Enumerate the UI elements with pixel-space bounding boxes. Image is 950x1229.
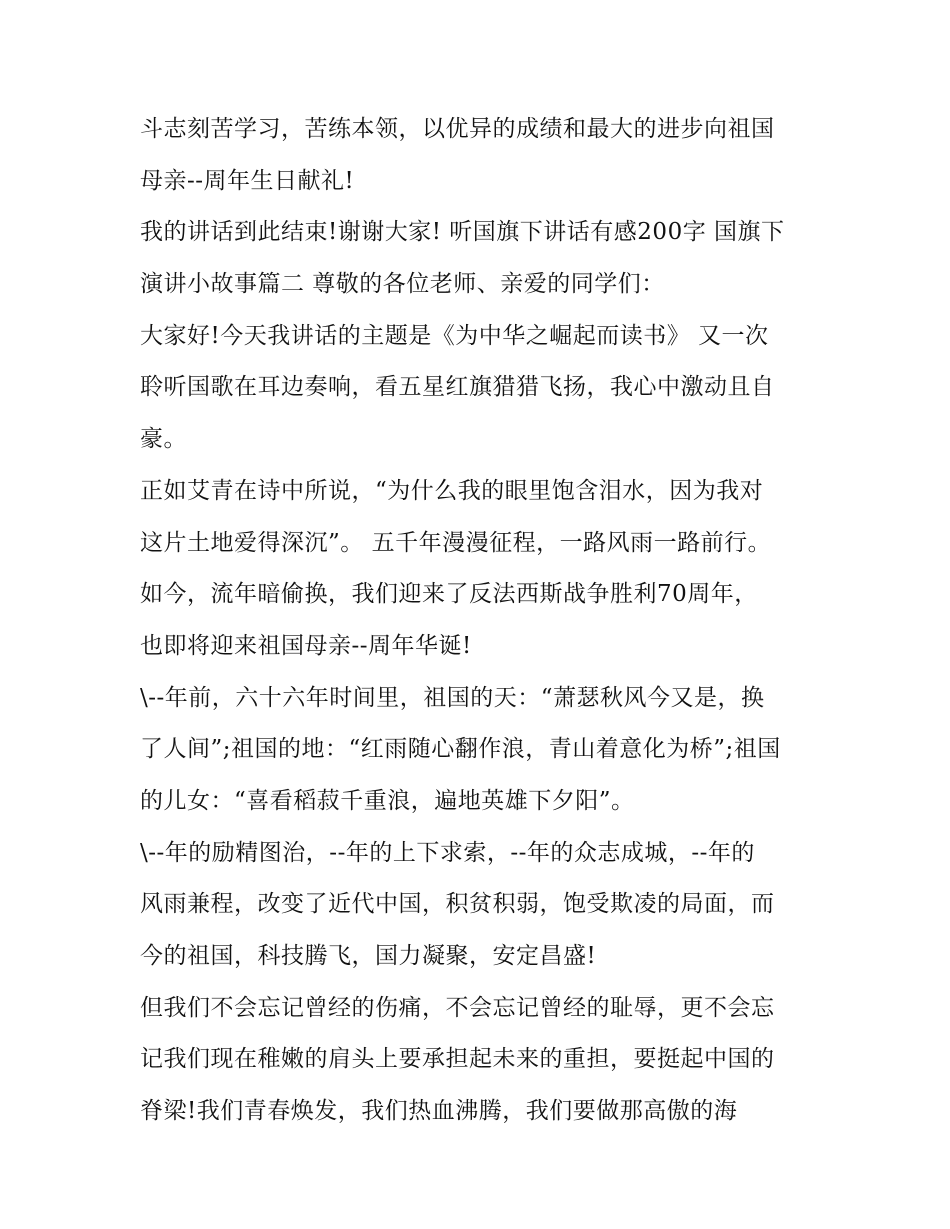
text-line: 豪。 <box>140 426 187 453</box>
text-line: 记我们现在稚嫩的肩头上要承担起未来的重担，要挺起中国的 <box>140 1046 775 1073</box>
document-body <box>140 104 820 1138</box>
text-line: 聆听国歌在耳边奏响，看五星红旗猎猎飞扬，我心中激动且自 <box>140 374 775 401</box>
text-line: \--年的励精图治，--年的上下求索，--年的众志成城，--年的 <box>140 839 755 866</box>
text-line: 也即将迎来祖国母亲--周年华诞! <box>140 632 472 659</box>
text-line: 风雨兼程，改变了近代中国，积贫积弱，饱受欺凌的局面，而 <box>140 891 775 918</box>
text-line: 我的讲话到此结束!谢谢大家! 听国旗下讲话有感200字 国旗下 <box>140 219 785 246</box>
text-line: 今的祖国，科技腾飞，国力凝聚，安定昌盛! <box>140 943 597 969</box>
text-line: 演讲小故事篇二 尊敬的各位老师、亲爱的同学们： <box>140 271 665 298</box>
text-line: 斗志刻苦学习，苦练本领，以优异的成绩和最大的进步向祖国 <box>140 116 775 142</box>
text-line: 了人间”;祖国的地：“红雨随心翻作浪，青山着意化为桥”;祖国 <box>140 736 781 763</box>
text-line: 但我们不会忘记曾经的伤痛，不会忘记曾经的耻辱，更不会忘 <box>140 994 775 1021</box>
text-line: 母亲--周年生日献礼! <box>140 167 355 194</box>
text-line: 如今，流年暗偷换，我们迎来了反法西斯战争胜利70周年， <box>140 581 758 608</box>
text-line: 大家好!今天我讲话的主题是《为中华之崛起而读书》 又一次 <box>140 322 769 349</box>
text-line: 的儿女：“喜看稻菽千重浪，遍地英雄下夕阳”。 <box>140 787 635 814</box>
text-line: 正如艾青在诗中所说，“为什么我的眼里饱含泪水，因为我对 <box>140 477 764 504</box>
text-line: 脊梁!我们青春焕发，我们热血沸腾，我们要做那高傲的海 <box>140 1098 738 1125</box>
text-line: 这片土地爱得深沉”。 五千年漫漫征程，一路风雨一路前行。 <box>140 529 772 556</box>
text-line: \--年前，六十六年时间里，祖国的天：“萧瑟秋风今又是，换 <box>140 684 765 711</box>
